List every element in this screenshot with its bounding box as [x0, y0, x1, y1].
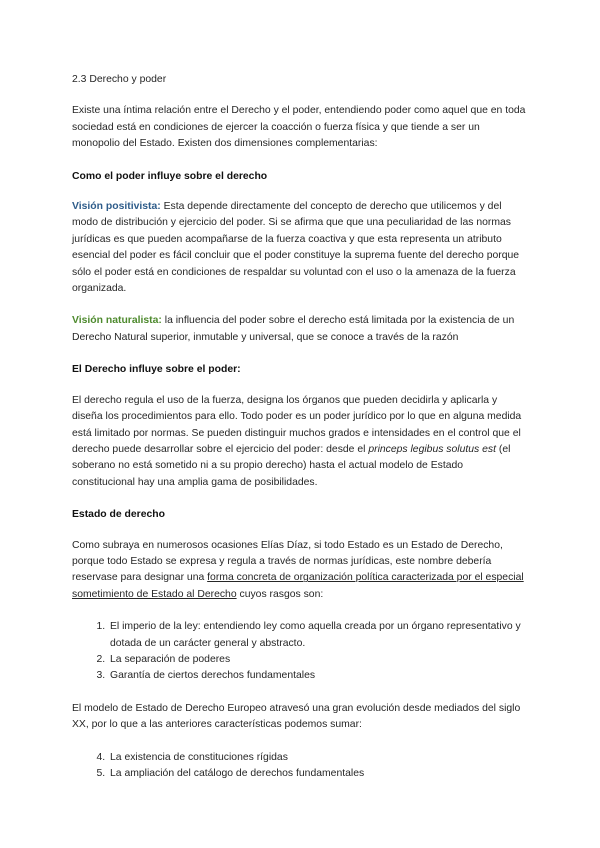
document-page	[72, 60, 528, 798]
list-item: 5. La ampliación del catálogo de derechos fundamentales	[108, 766, 528, 782]
list-item: 2. La separación de poderes	[108, 652, 528, 668]
caracteristicas-list	[72, 750, 528, 783]
estado-underline: forma concreta de organización política caracterizada por el especial sometimiento de Estado al Derecho	[72, 572, 524, 600]
positivista-paragraph	[72, 199, 528, 297]
naturalista-paragraph	[72, 313, 528, 346]
heading-derecho-sobre-poder: El Derecho influye sobre el poder:	[72, 364, 241, 376]
section-title: 2.3 Derecho y poder	[72, 74, 167, 85]
derecho-text-1: El derecho regula el uso de la fuerza, designa los órganos que pueden decidirla y aplicarla y diseña los procedimientos para ello. Todo poder es un poder jurídico por lo que en alguna medida está limitado por normas. Se pueden distinguir muchos grados e intensidades en el control que el derecho puede desarrollar sobre el ejercicio del poder: desde el	[72, 394, 522, 455]
intro-paragraph: Existe una íntima relación entre el Derecho y el poder, entendiendo poder como aquel que en toda sociedad está en condiciones de ejercer la coacción o fuerza física y que tiende a ser un monopolio del Estado. Existen dos dimensiones complementarias:	[72, 105, 526, 150]
list-item: 3. Garantía de ciertos derechos fundamentales	[108, 668, 528, 684]
derecho-text-2: (el soberano no está sometido ni a su propio derecho) hasta el actual modelo de Estado constitucional hay una amplia gama de posibilidades.	[72, 443, 511, 488]
positivista-label: Visión positivista:	[72, 201, 161, 213]
heading-poder-sobre-derecho: Como el poder influye sobre el derecho	[72, 170, 268, 182]
naturalista-text: la influencia del poder sobre el derecho está limitada por la existencia de un Derecho Natural superior, inmutable y universal, que se conoce a través de la razón	[72, 315, 515, 343]
estado-text-1: Como subraya en numerosos ocasiones Elías Díaz, si todo Estado es un Estado de Derecho, porque todo Estado se expresa y regula a través de normas jurídicas, este nombre debería reservase para designar una	[72, 539, 503, 584]
europeo-paragraph: El modelo de Estado de Derecho Europeo atravesó una gran evolución desde mediados del siglo XX, por lo que a las anteriores características podemos sumar:	[72, 702, 521, 731]
estado-text-2: cuyos rasgos son:	[236, 588, 324, 600]
estado-paragraph	[72, 538, 528, 604]
list-item: 4. La existencia de constituciones rígidas	[108, 750, 528, 766]
heading-estado-de-derecho: Estado de derecho	[72, 509, 165, 521]
positivista-text: Esta depende directamente del concepto de derecho que utilicemos y del modo de distribución y ejercicio del poder. Si se afirma que que una peculiaridad de las normas jurídicas es que pueden acompañarse de la fuerza coactiva y que esta representa un atributo esencial del poder es fácil concluir que el poder constituye la suprema fuente del derecho porque sólo el poder está en condiciones de respaldar su voluntad con el uso o la amenaza de la fuerza organizada.	[72, 201, 520, 295]
rasgos-list	[72, 619, 528, 685]
naturalista-label: Visión naturalista:	[72, 315, 162, 327]
derecho-paragraph	[72, 393, 528, 491]
list-item: 1. El imperio de la ley: entendiendo ley como aquella creada por un órgano representativo y dotada de un carácter general y abstracto.	[108, 619, 528, 652]
derecho-italic: princeps legibus solutus est	[368, 443, 496, 455]
